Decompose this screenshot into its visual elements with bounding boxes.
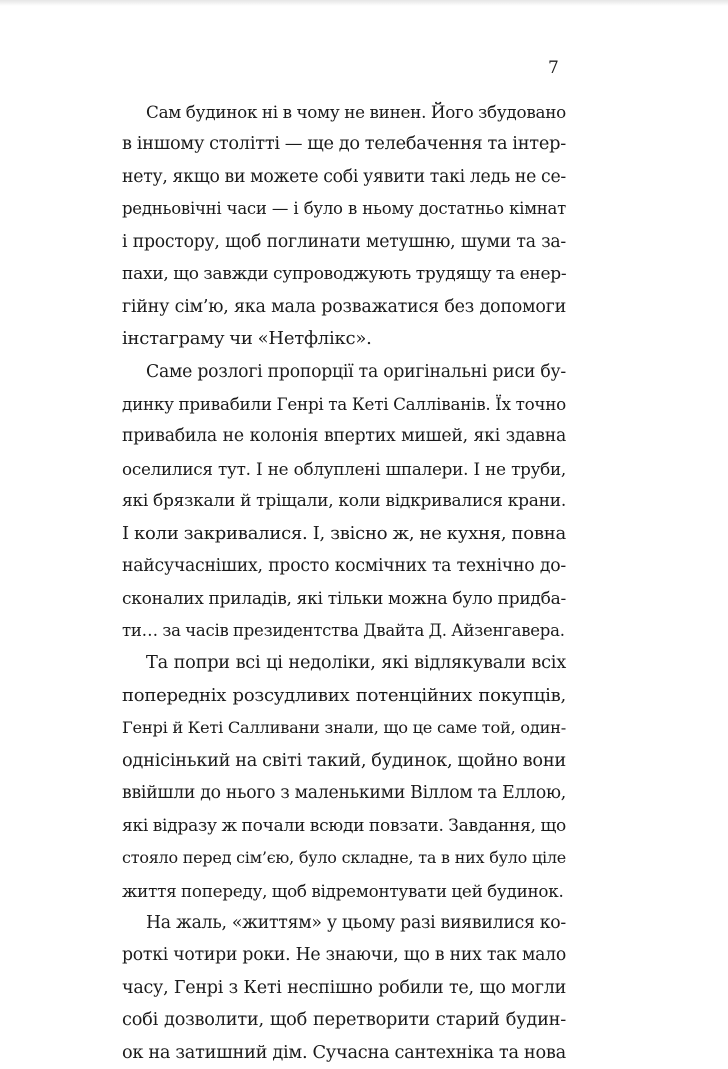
text-line: І коли закривалися. І, звісно ж, не кухня, повна — [122, 522, 566, 544]
text-line: стояло перед сім’єю, було складне, та в них було ціле — [122, 848, 566, 868]
text-line: однісінький на світі такий, будинок, щойно вони — [122, 750, 566, 771]
body-text — [122, 96, 566, 1069]
text-line: редньовічні часи — і було в ньому достатньо кімнат — [122, 199, 566, 219]
text-line: які відразу ж почали всюди повзати. Завдання, що — [122, 815, 566, 836]
text-line: Сам будинок ні в чому не винен. Його збудовано — [146, 102, 566, 122]
text-line: собі дозволити, щоб перетворити старий будин- — [122, 1010, 566, 1031]
text-line: інстаграму чи «Нетфлікс». — [122, 328, 372, 350]
text-line: Саме розлогі пропорції та оригінальні риси бу- — [146, 361, 566, 382]
text-line: Генрі й Кеті Салливани знали, що це саме той, один- — [122, 718, 566, 738]
text-line: оселилися тут. І не облуплені шпалери. І не труби, — [122, 458, 566, 479]
text-line: попередніх розсудливих потенційних покупців, — [122, 684, 566, 706]
text-line: гійну сім’ю, яка мала розважатися без допомоги — [122, 296, 566, 317]
text-line: часу, Генрі з Кеті неспішно робили те, що могли — [122, 977, 566, 998]
text-line: найсучасніших, просто космічних та технічно до- — [122, 556, 566, 577]
text-line: роткі чотири роки. Не знаючи, що в них так мало — [122, 945, 566, 966]
page-number: 7 — [548, 58, 559, 78]
text-line: На жаль, «життям» у цьому разі виявилися ко- — [146, 912, 566, 933]
text-line: і простору, щоб поглинати метушню, шуми та за- — [122, 231, 566, 252]
text-line: динку привабили Генрі та Кеті Салліванів. Їх точно — [122, 393, 566, 414]
text-line: ти… за часів президентства Двайта Д. Айзенгавера. — [122, 621, 565, 640]
text-line: привабила не колонія впертих мишей, які здавна — [122, 426, 566, 447]
text-line: сконалих приладів, які тільки можна було придба- — [122, 588, 566, 609]
text-line: які брязкали й тріщали, коли відкривалися крани. — [122, 491, 566, 512]
text-line: життя попереду, щоб відремонтувати цей будинок. — [122, 880, 564, 901]
text-line: нету, якщо ви можете собі уявити такі ледь не се- — [122, 166, 566, 187]
text-line: в іншому столітті — ще до телебачення та інтер- — [122, 134, 566, 155]
text-line: пахи, що завжди супроводжують трудящу та енер- — [122, 264, 567, 285]
page-top-edge — [0, 0, 728, 6]
text-line: ок на затишний дім. Сучасна сантехніка та нова — [122, 1042, 566, 1063]
text-line: ввійшли до нього з маленькими Віллом та Еллою, — [122, 783, 566, 804]
text-line: Та попри всі ці недоліки, які відлякували всіх — [146, 653, 566, 674]
